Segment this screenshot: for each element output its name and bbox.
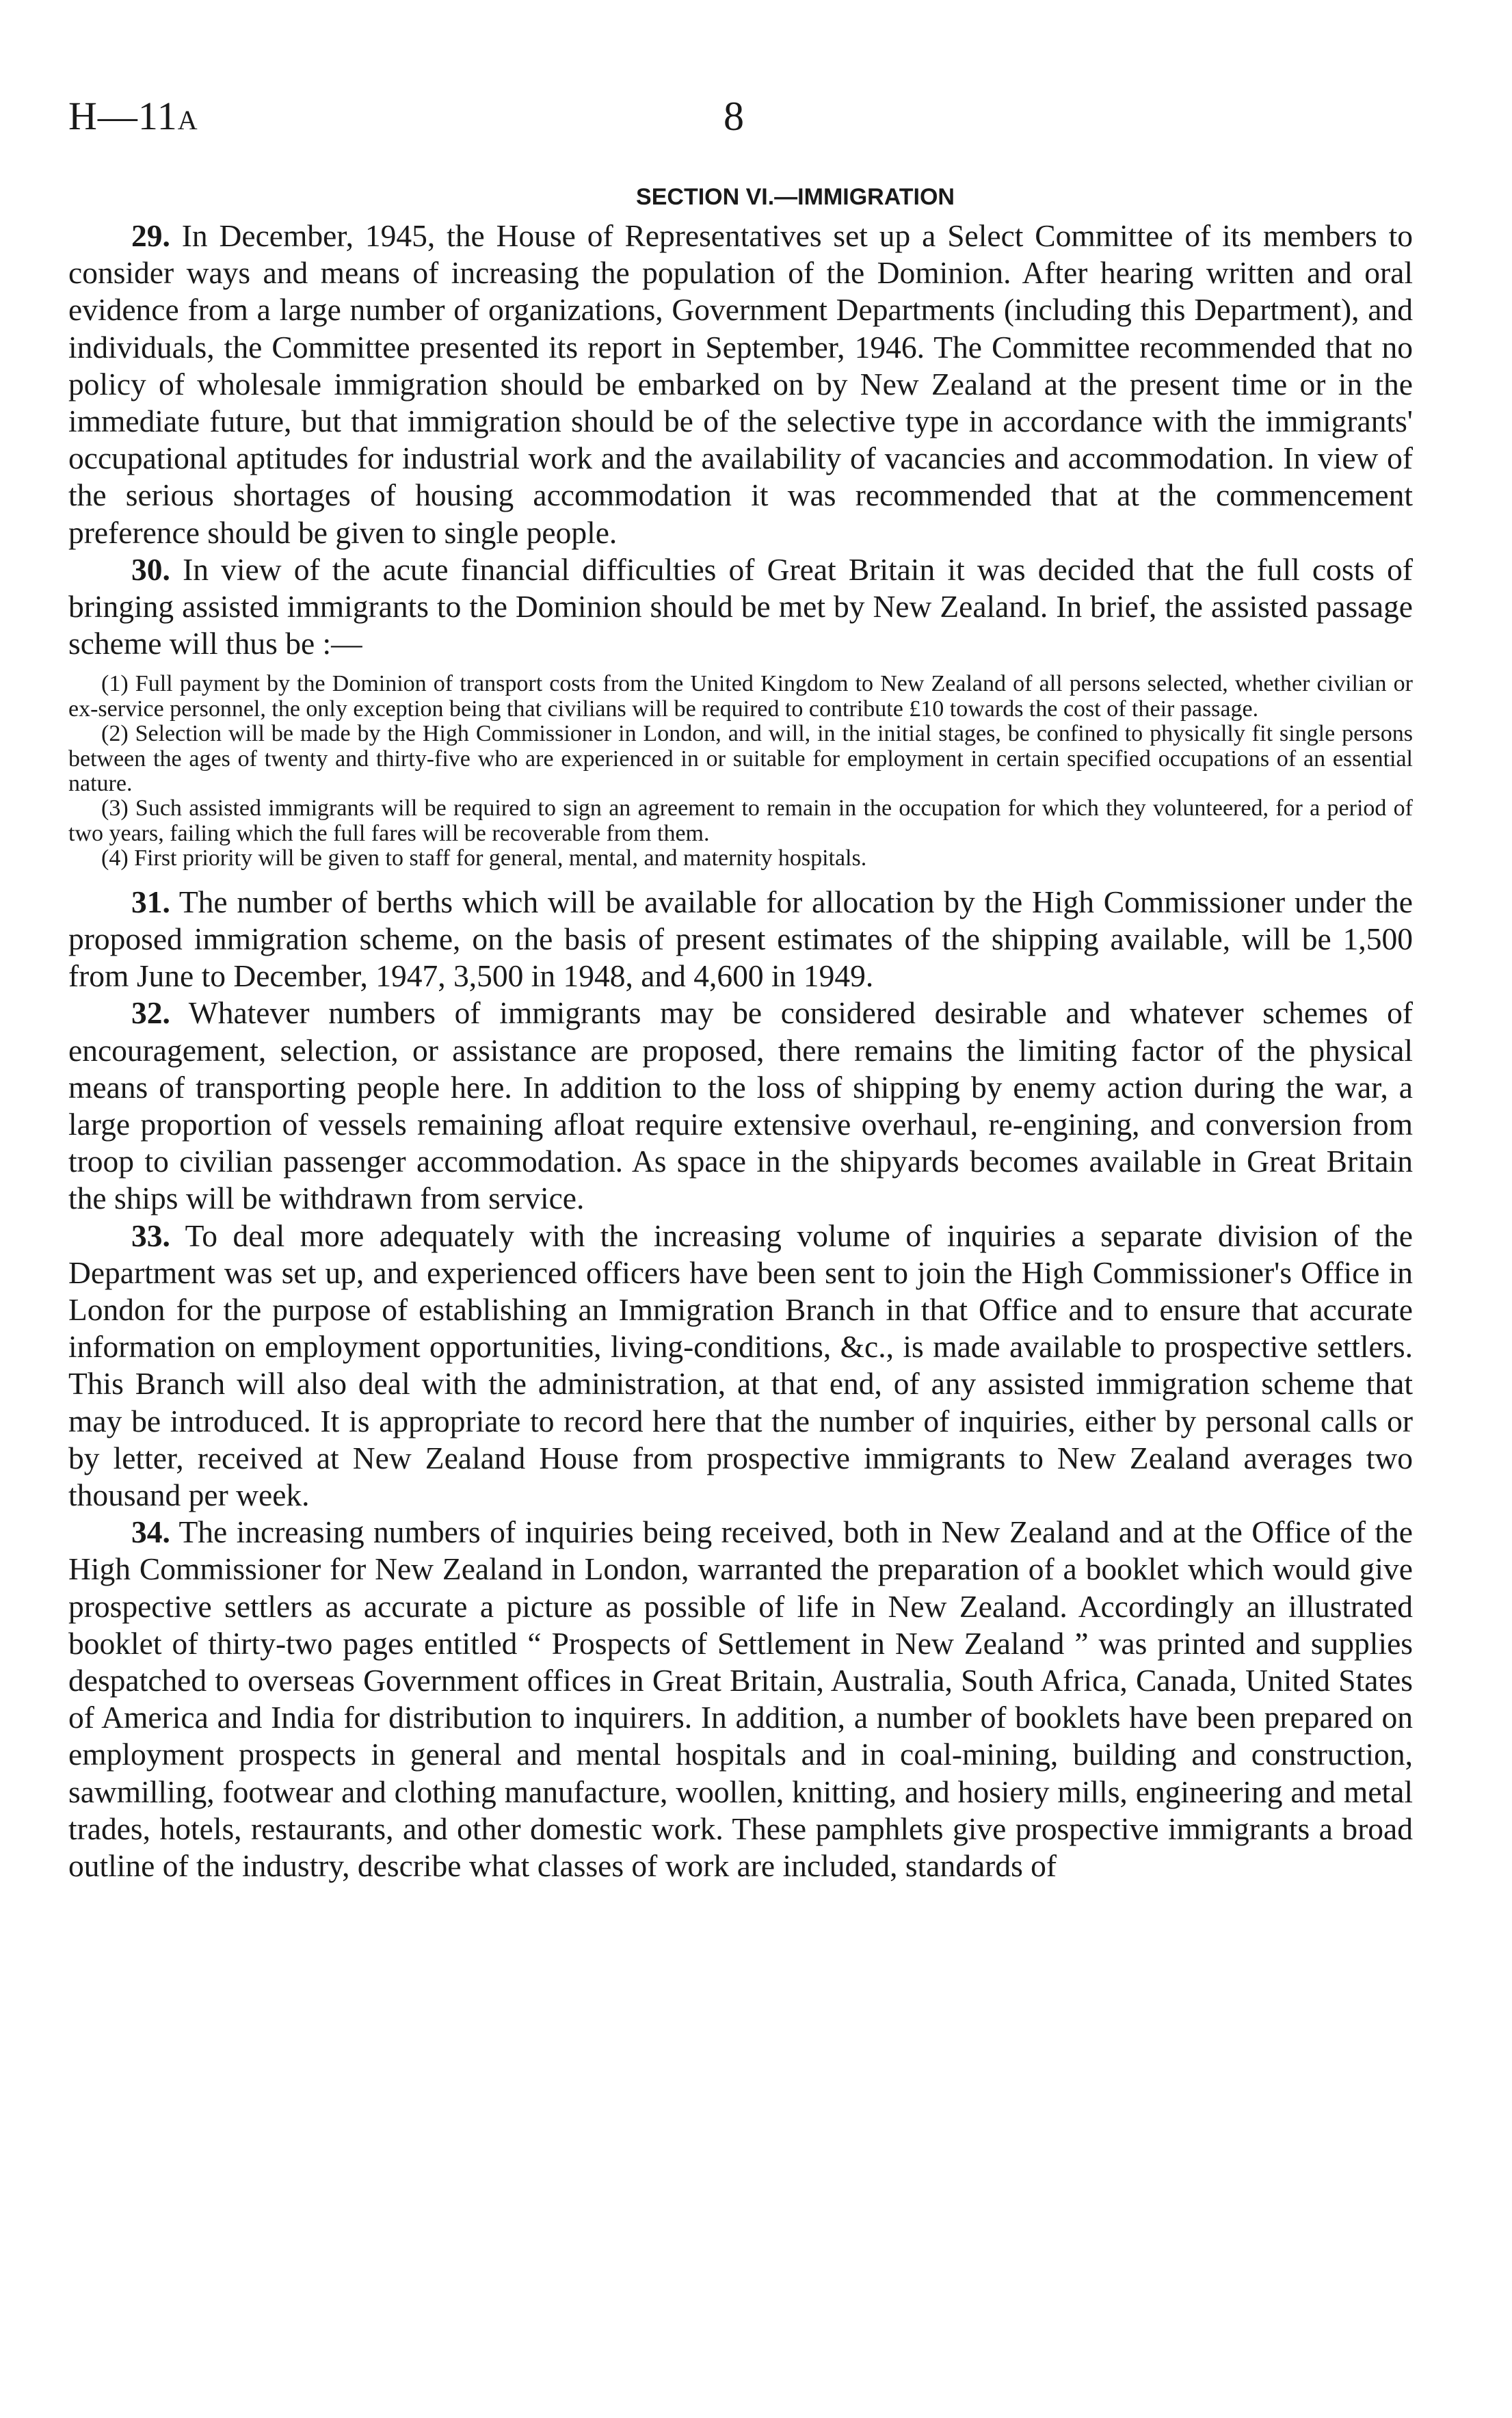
list-item: (1) Full payment by the Dominion of transport costs from the United Kingdom to New Zealand of all persons selected, whether civilian or ex-service personnel, the only exception being that civilians will be required to contribute £10 towards the cost of their passage. xyxy=(68,671,1413,722)
paragraph-number: 30. xyxy=(131,551,170,587)
paragraph-text: In view of the acute financial difficulties of Great Britain it was decided that the full costs of bringing assisted immigrants to the Dominion should be met by New Zealand. In brief, the assisted passage scheme will thus be :— xyxy=(68,551,1414,661)
paragraph-29 xyxy=(68,218,1413,551)
section-heading: SECTION VI.—IMMIGRATION xyxy=(636,184,955,210)
paragraph-number: 34. xyxy=(131,1514,170,1550)
assisted-passage-scheme-list xyxy=(68,672,1413,871)
document-reference-suffix: A xyxy=(177,105,198,135)
paragraph-33 xyxy=(68,1218,1413,1514)
document-reference-main: H—11 xyxy=(68,94,178,138)
paragraph-text: To deal more adequately with the increasing volume of inquiries a separate division of the Department was set up, and experienced officers have been sent to join the High Commissioner's Office in London for the purpose of establishing an Immigration Branch in that Office and to ensure that accurate information on employment opportunities, living-conditions, &c., is made available to prospective settlers. This Branch will also deal with the administration, at that end, of any assisted immigration scheme that may be introduced. It is appropriate to record here that the number of inquiries, either by personal calls or by letter, received at New Zealand House from prospective immigrants to New Zealand averages two thousand per week. xyxy=(68,1218,1413,1512)
paragraph-text: The increasing numbers of inquiries being received, both in New Zealand and at the Office of the High Commissioner for New Zealand in London, warranted the preparation of a booklet which would give prospective settlers as accurate a picture as possible of life in New Zealand. Accordingly an illustrated booklet of thirty-two pages entitled “ Prospects of Settlement in New Zealand ” was printed and supplies despatched to overseas Government offices in Great Britain, Australia, South Africa, Canada, United States of America and India for distribution to inquirers. In addition, a number of booklets have been prepared on employment prospects in general and mental hospitals and in coal-mining, building and construction, sawmilling, footwear and clothing manufacture, woollen, knitting, and hosiery mills, engineering and metal trades, hotels, restaurants, and other domestic work. These pamphlets give prospective immigrants a broad outline of the industry, describe what classes of work are included, standards of xyxy=(68,1514,1413,1883)
paragraph-34 xyxy=(68,1514,1413,1884)
paragraph-text: Whatever numbers of immigrants may be considered desirable and whatever schemes of encouragement, selection, or assistance are proposed, there remains the limiting factor of the physical means of transporting people here. In addition to the loss of shipping by enemy action during the war, a large proportion of vessels remaining afloat require extensive overhaul, re-engining, and conversion from troop to civilian passenger accommodation. As space in the shipyards becomes available in Great Britain the ships will be withdrawn from service. xyxy=(68,995,1414,1216)
list-item: (4) First priority will be given to staff for general, mental, and maternity hospitals. xyxy=(101,845,867,871)
paragraph-text: In December, 1945, the House of Representatives set up a Select Committee of its members to consider ways and means of increasing the population of the Dominion. After hearing written and oral evidence from a large number of organizations, Government Departments (including this Department), and individuals, the Committee presented its report in September, 1946. The Committee recommended that no policy of wholesale immigration should be embarked on by New Zealand at the present time or in the immediate future, but that immigration should be of the selective type in accordance with the immigrants' occupational aptitudes for industrial work and the availability of vacancies and accommodation. In view of the serious shortages of housing accommodation it was recommended that at the commencement preference should be given to single people. xyxy=(68,218,1414,550)
page-number: 8 xyxy=(724,94,744,139)
page-header xyxy=(68,89,1436,157)
paragraph-number: 32. xyxy=(131,995,170,1031)
paragraph-31 xyxy=(68,884,1413,995)
list-item: (2) Selection will be made by the High Commissioner in London, and will, in the initial stages, be confined to physically fit single persons between the ages of twenty and thirty-five who are experienced in or suitable for employment in certain specified occupations of an essential nature. xyxy=(68,721,1413,797)
document-body xyxy=(68,179,1413,1884)
paragraph-number: 29. xyxy=(131,218,170,253)
list-item: (3) Such assisted immigrants will be required to sign an agreement to remain in the occupation for which they volunteered, for a period of two years, failing which the full fares will be recoverable from them. xyxy=(68,796,1413,846)
paragraph-number: 31. xyxy=(131,884,170,919)
paragraph-number: 33. xyxy=(131,1218,170,1253)
paragraph-text: The number of berths which will be available for allocation by the High Commissioner under the proposed immigration scheme, on the basis of present estimates of the shipping available, will be 1,500 from June to December, 1947, 3,500 in 1948, and 4,600 in 1949. xyxy=(68,884,1413,994)
paragraph-32 xyxy=(68,995,1413,1217)
paragraph-30 xyxy=(68,551,1413,663)
document-reference xyxy=(68,89,198,148)
